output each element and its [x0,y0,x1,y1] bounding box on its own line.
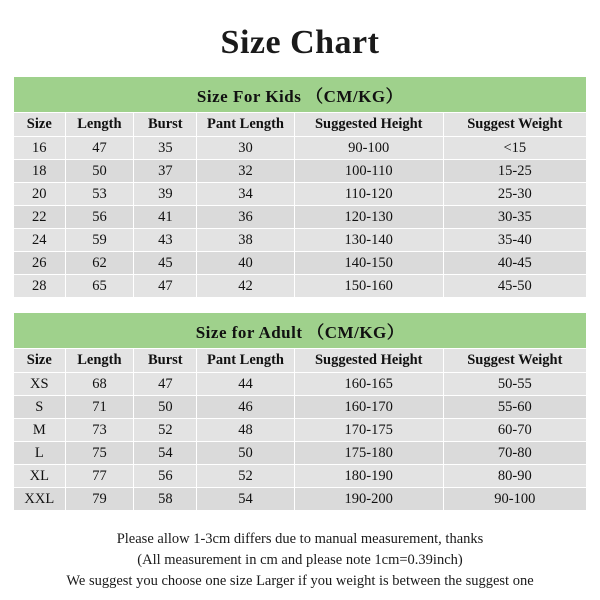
table-cell: 50 [65,160,134,183]
table-cell: 71 [65,396,134,419]
adult-header-cell: Suggest Weight [443,349,586,373]
table-cell: 160-165 [294,373,443,396]
table-cell: 90-100 [443,488,586,511]
table-cell: 59 [65,229,134,252]
table-cell: 52 [134,419,197,442]
adult-header-cell: Suggested Height [294,349,443,373]
table-row [14,442,587,465]
table-cell: 54 [134,442,197,465]
kids-header-row [14,113,587,137]
table-cell: XS [14,373,66,396]
table-cell: 47 [134,275,197,298]
table-cell: 18 [14,160,66,183]
table-cell: 56 [134,465,197,488]
table-cell: 45-50 [443,275,586,298]
table-cell: XL [14,465,66,488]
table-cell: 90-100 [294,137,443,160]
table-cell: 60-70 [443,419,586,442]
adult-table-band [14,313,587,349]
table-row [14,229,587,252]
table-cell: 41 [134,206,197,229]
table-cell: 77 [65,465,134,488]
adult-header-cell: Burst [134,349,197,373]
table-cell: 56 [65,206,134,229]
table-cell: 100-110 [294,160,443,183]
table-row [14,488,587,511]
note-line: (All measurement in cm and please note 1cm=0.39inch) [137,552,463,569]
table-cell: 73 [65,419,134,442]
table-cell: 35-40 [443,229,586,252]
measurement-notes [13,529,587,592]
table-row [14,465,587,488]
adult-size-table [13,312,587,511]
table-cell: 52 [197,465,294,488]
table-cell: 47 [134,373,197,396]
table-cell: M [14,419,66,442]
table-cell: 62 [65,252,134,275]
table-cell: 175-180 [294,442,443,465]
table-cell: 28 [14,275,66,298]
table-row [14,252,587,275]
table-cell: 37 [134,160,197,183]
table-cell: 22 [14,206,66,229]
table-cell: 46 [197,396,294,419]
table-cell: 70-80 [443,442,586,465]
table-cell: <15 [443,137,586,160]
adult-band-label: Size for Adult （CM/KG） [14,313,587,349]
table-cell: 50 [197,442,294,465]
table-cell: 190-200 [294,488,443,511]
table-row [14,419,587,442]
table-row [14,137,587,160]
table-cell: 80-90 [443,465,586,488]
table-cell: 20 [14,183,66,206]
table-cell: 68 [65,373,134,396]
table-cell: 170-175 [294,419,443,442]
table-cell: XXL [14,488,66,511]
table-row [14,160,587,183]
adult-header-cell: Pant Length [197,349,294,373]
table-cell: 32 [197,160,294,183]
adult-header-cell: Length [65,349,134,373]
table-cell: 26 [14,252,66,275]
kids-header-cell: Burst [134,113,197,137]
kids-header-cell: Suggested Height [294,113,443,137]
table-cell: 180-190 [294,465,443,488]
table-cell: 53 [65,183,134,206]
table-cell: 65 [65,275,134,298]
table-cell: 40-45 [443,252,586,275]
table-cell: 38 [197,229,294,252]
note-line: Please allow 1-3cm differs due to manual measurement, thanks [116,531,484,547]
table-cell: 130-140 [294,229,443,252]
table-cell: 55-60 [443,396,586,419]
table-cell: 120-130 [294,206,443,229]
table-cell: 54 [197,488,294,511]
table-cell: 34 [197,183,294,206]
table-cell: 47 [65,137,134,160]
table-cell: 140-150 [294,252,443,275]
kids-table-band [14,77,587,113]
table-cell: 58 [134,488,197,511]
table-row [14,373,587,396]
table-cell: 150-160 [294,275,443,298]
table-cell: 45 [134,252,197,275]
table-cell: 39 [134,183,197,206]
table-row [14,275,587,298]
table-cell: 30-35 [443,206,586,229]
table-cell: 75 [65,442,134,465]
note-line: We suggest you choose one size Larger if you weight is between the suggest one [66,573,534,590]
table-cell: 25-30 [443,183,586,206]
page-title: Size Chart [220,24,380,61]
kids-band-label: Size For Kids （CM/KG） [14,77,587,113]
adult-header-cell: Size [14,349,66,373]
table-cell: 36 [197,206,294,229]
kids-header-cell: Pant Length [197,113,294,137]
table-row [14,396,587,419]
kids-header-cell: Suggest Weight [443,113,586,137]
table-cell: 16 [14,137,66,160]
table-cell: 79 [65,488,134,511]
kids-size-table [13,76,587,298]
table-row [14,183,587,206]
table-cell: 42 [197,275,294,298]
table-cell: 50 [134,396,197,419]
table-cell: 15-25 [443,160,586,183]
table-cell: 30 [197,137,294,160]
table-cell: 160-170 [294,396,443,419]
table-row [14,206,587,229]
table-cell: 110-120 [294,183,443,206]
kids-header-cell: Size [14,113,66,137]
table-cell: 40 [197,252,294,275]
table-cell: 43 [134,229,197,252]
table-cell: 48 [197,419,294,442]
table-cell: 35 [134,137,197,160]
table-cell: 24 [14,229,66,252]
table-cell: L [14,442,66,465]
adult-header-row [14,349,587,373]
table-cell: 50-55 [443,373,586,396]
kids-header-cell: Length [65,113,134,137]
table-cell: S [14,396,66,419]
table-cell: 44 [197,373,294,396]
